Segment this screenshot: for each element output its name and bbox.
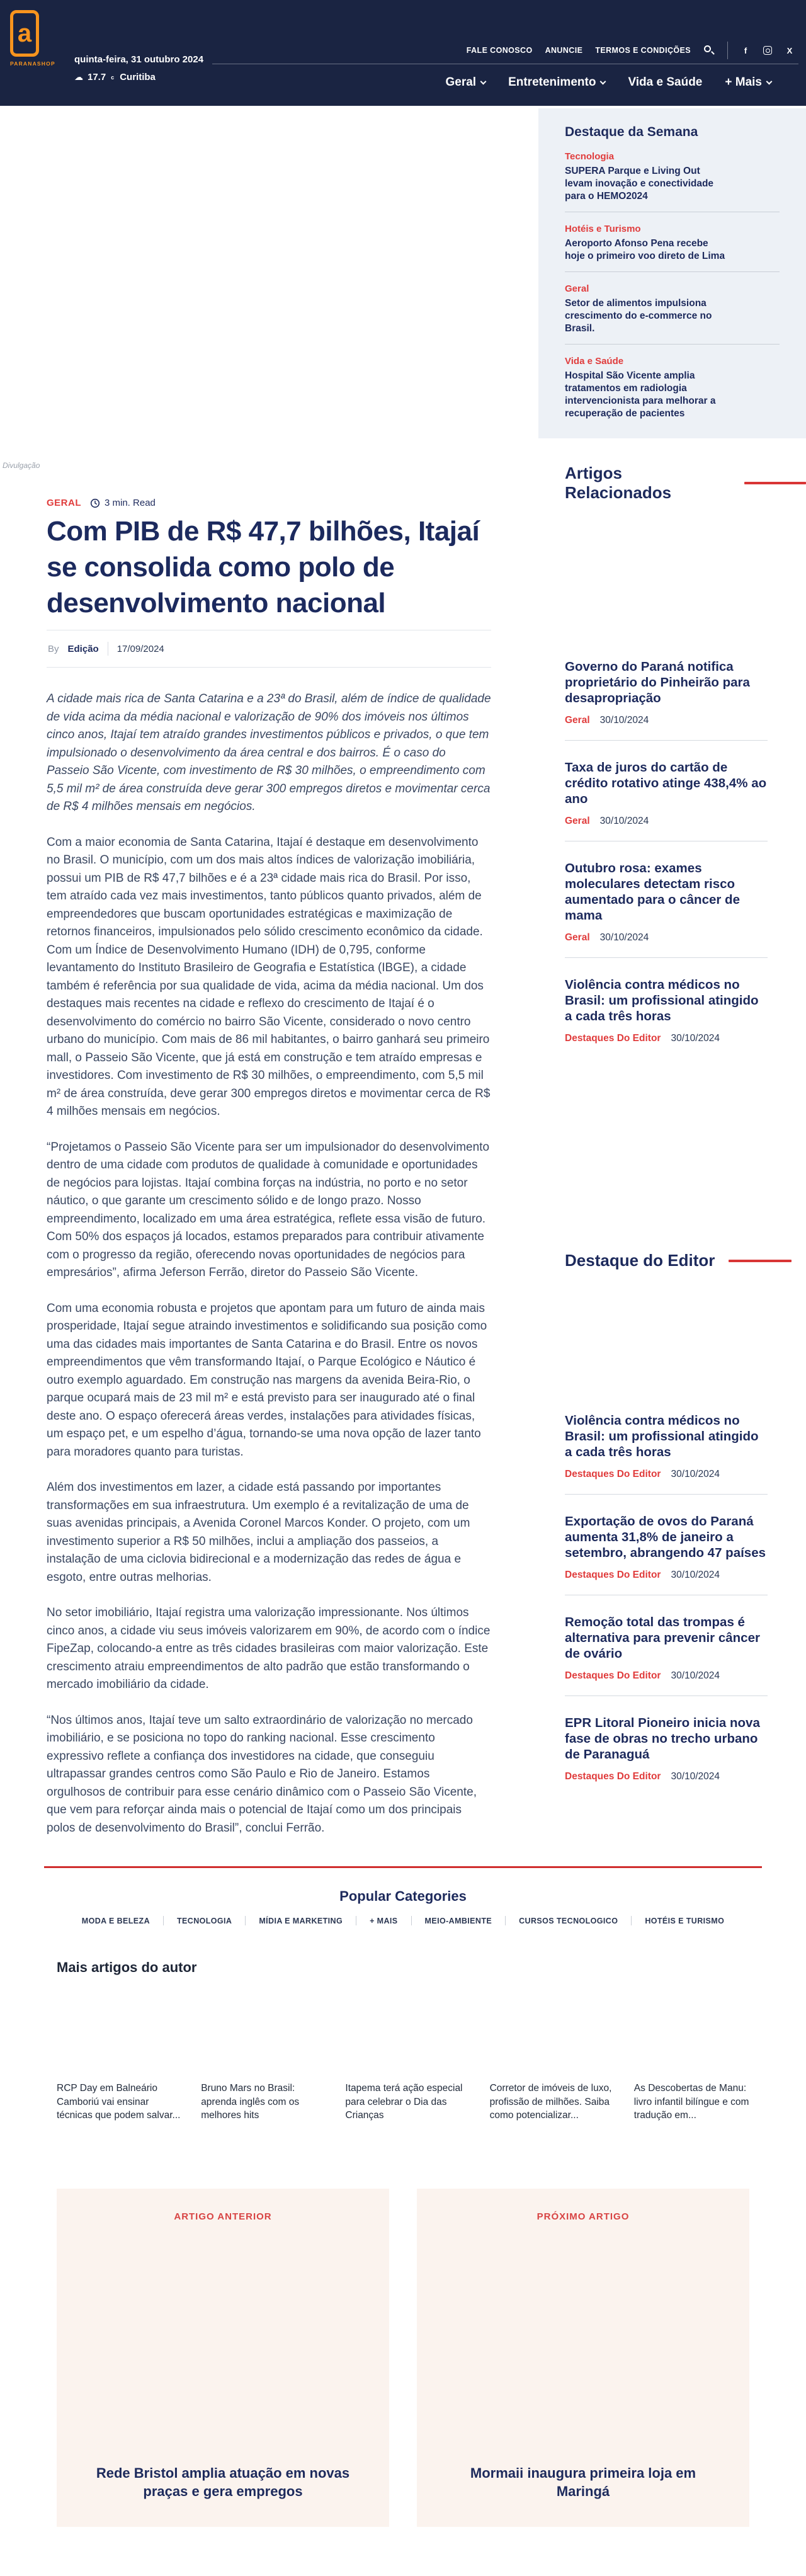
paranashop-logo-icon — [10, 10, 39, 57]
list-item[interactable]: Bruno Mars no Brasil: aprenda inglês com os melhores hits — [201, 2083, 300, 2121]
link-termos[interactable]: TERMOS E CONDIÇÕES — [595, 46, 691, 55]
nav-item-entretenimento[interactable]: Entretenimento — [508, 76, 605, 89]
cloud-icon: ☁ — [74, 72, 83, 83]
hero-image-credit: Divulgação — [3, 461, 40, 470]
article-title: Com PIB de R$ 47,7 bilhões, Itajaí se consolida como polo de desenvolvimento nacional — [47, 516, 480, 618]
author-articles-title: Mais artigos do autor — [57, 1959, 197, 1975]
ad-slot — [538, 1270, 806, 1413]
item-title[interactable]: Exportação de ovos do Paraná aumenta 31,8% de janeiro a setembro, abrangendo 47 países — [565, 1514, 766, 1560]
ad-slot — [538, 503, 806, 659]
list-item[interactable]: RCP Day em Balneário Camboriú vai ensinar técnicas que podem salvar... — [57, 2083, 181, 2121]
divider — [631, 1916, 632, 1925]
list-item[interactable] — [565, 659, 768, 741]
author-articles-section — [57, 1959, 806, 1976]
main-nav — [445, 76, 771, 89]
item-title[interactable]: Taxa de juros do cartão de crédito rotativo atinge 438,4% ao ano — [565, 760, 767, 806]
list-item[interactable] — [565, 224, 780, 272]
byline-prefix: By — [48, 643, 59, 654]
item-category[interactable]: Destaques Do Editor — [565, 1469, 661, 1479]
x-icon[interactable]: X — [786, 45, 793, 55]
category-link-midia-e-marketing[interactable]: MÍDIA E MARKETING — [259, 1916, 343, 1925]
search-icon[interactable] — [703, 45, 715, 56]
article-meta — [47, 498, 491, 508]
article-paragraph: “Projetamos o Passeio São Vicente para ser um impulsionador do desenvolvimento dentro de uma cidade com produtos de qualidade à comunidade e oportunidades de negócios para lojistas. Itajaí combina forças na indústria, no porto e no setor náutico, o que garante um crescimento sólido e de longo prazo. Nosso empreendimento, localizado em uma área estratégica, reflete essa visão de futuro. Com 50% dos espaços já locados, estamos preparados para contribuir ativamente com o progresso da região, oferecendo novas oportunidades de negócios para empresários”, afirma Jeferson Ferrão, diretor do Passeio São Vicente. — [47, 1140, 490, 1279]
current-date: quinta-feira, 31 outubro 2024 — [74, 54, 204, 65]
divider — [505, 1916, 506, 1925]
editor-section-header — [565, 1251, 806, 1270]
item-date: 30/10/2024 — [671, 1033, 720, 1044]
nav-item-geral[interactable]: Geral — [445, 76, 485, 89]
sidebar — [538, 106, 806, 1866]
site-logo[interactable] — [10, 10, 67, 67]
previous-article-card[interactable] — [57, 2189, 389, 2527]
item-date: 30/10/2024 — [671, 1570, 720, 1580]
item-category[interactable]: Destaques Do Editor — [565, 1670, 661, 1681]
item-title[interactable]: Remoção total das trompas é alternativa para prevenir câncer de ovário — [565, 1615, 760, 1661]
weather-widget — [74, 72, 156, 83]
nav-item-mais[interactable]: + Mais — [725, 76, 771, 89]
list-item[interactable] — [565, 1715, 768, 1782]
list-item[interactable] — [565, 860, 768, 958]
item-title[interactable]: Setor de alimentos impulsiona crescimento do e-commerce no Brasil. — [565, 298, 712, 334]
article-paragraph: Com uma economia robusta e projetos que apontam para um futuro de ainda mais prosperidade, Itajaí segue atraindo investimentos e solidificando sua posição como uma das cidades mais importantes de Santa Catarina e do Brasil. Entre os novos empreendimentos que vêm transformando Itajaí, o Parque Ecológico e Náutico é outro exemplo aguardado. Em construção nas margens da avenida Beira-Rio, o parque ocupará mais de 23 mil m² e está previsto para ser inaugurado até o final deste ano. O espaço oferecerá áreas verdes, instalações para atividades físicas, um espaço pet, e um espelho d’água, tornando-se uma nova opção de lazer tanto para moradores quanto para turistas. — [47, 1301, 487, 1459]
chevron-down-icon — [600, 78, 606, 84]
author-articles-list — [57, 2082, 762, 2189]
weather-temp: 17.7 — [88, 72, 106, 83]
item-title[interactable]: Violência contra médicos no Brasil: um profissional atingido a cada três horas — [565, 977, 759, 1023]
next-article-label: PRÓXIMO ARTIGO — [536, 2211, 630, 2222]
list-item[interactable] — [565, 283, 780, 345]
header-utility-nav — [467, 42, 795, 59]
article-paragraph: Além dos investimentos em lazer, a cidade está passando por importantes transformações em sua infraestrutura. Um exemplo é a revitalização de uma de suas avenidas principais, a Avenida Coronel Marcos Konder. O projeto, com um investimento superior a R$ 50 milhões, inclui a ampliação dos passeios, a instalação de uma ciclovia bidirecional e a modernização das redes de água e esgoto, entre outras melhorias. — [47, 1481, 470, 1584]
article-paragraph: Com a maior economia de Santa Catarina, Itajaí é destaque em desenvolvimento no Brasil. O município, com um dos mais altos índices de valorização imobiliária, possui um PIB de R$ 47,7 bilhões e é a 23ª cidade mais rica do Brasil. Por isso, tem atraído cada vez mais investimentos, tanto públicos quanto privados, além de empreendedores que buscam oportunidades estratégicas e maximização de retornos financeiros, impulsionados pelo sólido crescimento econômico da cidade. Com um Índice de Desenvolvimento Humano (IDH) de 0,795, conforme levantamento do Instituto Brasileiro de Geografia e Estatística (IBGE), a cidade também é referência por sua qualidade de vida, acima da média nacional. Um dos destaques mais recentes na cidade e reflexo do crescimento de Itajaí é o desenvolvimento do comércio no bairro São Vicente, considerado o novo centro urbano do município. Com mais de 86 mil habitantes, o bairro ganhará seu primeiro mall, o Passeio São Vicente, que já está em construção e tem atraído empresas e investidores. Com investimento de R$ 30 milhões, o empreendimento, com 5,5 mil m² de área construída, deve gerar 300 empregos diretos e movimentar cerca de R$ 4 milhões mensais em negócios. — [47, 835, 491, 1118]
list-item[interactable]: Corretor de imóveis de luxo, profissão de milhões. Saiba como potencializar... — [489, 2083, 612, 2121]
item-date: 30/10/2024 — [599, 816, 649, 826]
logo-text: PARANASHOP — [10, 60, 55, 67]
link-fale-conosco[interactable]: FALE CONOSCO — [466, 46, 533, 55]
list-item[interactable]: As Descobertas de Manu: livro infantil bilíngue e com tradução em... — [633, 2083, 749, 2121]
header-vertical-separator — [727, 42, 728, 59]
divider — [47, 667, 491, 668]
item-category[interactable]: Hotéis e Turismo — [565, 224, 641, 234]
article-paragraph: A cidade mais rica de Santa Catarina e a 23ª do Brasil, além de índice de qualidade de vida acima da média nacional e valorização de 90% dos imóveis nos últimos cinco anos, Itajaí tem atraído grandes investimentos públicos e privados, o que tem impulsionado o desenvolvimento da área central e dos bairros. É o caso do Passeio São Vicente, com investimento de R$ 30 milhões, o empreendimento com 5,5 mil m² de área construída deve gerar 300 empregos diretos e movimentar cerca de R$ 4 milhões mensais em negócios. — [47, 692, 491, 813]
list-item[interactable] — [565, 151, 780, 212]
related-list — [565, 659, 768, 1044]
item-date: 30/10/2024 — [671, 1670, 720, 1681]
item-category[interactable]: Vida e Saúde — [565, 356, 624, 367]
editor-list — [565, 1413, 768, 1782]
divider — [411, 1916, 412, 1925]
facebook-icon[interactable]: f — [744, 45, 747, 55]
byline — [47, 630, 491, 667]
instagram-icon[interactable] — [763, 46, 772, 55]
related-section-header — [565, 464, 806, 503]
article-pager — [57, 2189, 749, 2527]
previous-article-title[interactable]: Rede Bristol amplia atuação em novas praças e gera empregos — [96, 2465, 350, 2499]
divider — [163, 1916, 164, 1925]
divider — [245, 1916, 246, 1925]
article-category-tag[interactable]: GERAL — [47, 498, 81, 508]
weather-unit: c — [111, 74, 115, 81]
list-item[interactable] — [565, 1614, 768, 1696]
divider — [565, 344, 780, 345]
article-paragraph: No setor imobiliário, Itajaí registra uma valorização impressionante. Nos últimos cinco anos, a cidade viu seus imóveis valorizarem em 90%, de acordo com o índice FipeZap, colocando-a entre as três cidades brasileiras com maior valorização. Este crescimento atraiu empreendimentos de alto padrão que estão transformando o mercado imobiliário da cidade. — [47, 1606, 491, 1691]
item-category[interactable]: Geral — [565, 932, 590, 943]
read-time-label: 3 min. Read — [105, 498, 156, 508]
item-title[interactable]: Governo do Paraná notifica proprietário do Pinheirão para desapropriação — [565, 659, 750, 705]
clock-icon — [90, 498, 100, 508]
article — [47, 498, 491, 1837]
item-date: 30/10/2024 — [671, 1771, 720, 1782]
item-category[interactable]: Destaques Do Editor — [565, 1033, 661, 1044]
item-category[interactable]: Geral — [565, 283, 589, 294]
logo-letter: a — [17, 20, 32, 47]
item-title[interactable]: Hospital São Vicente amplia tratamentos em radiologia intervencionista para melhorar a recuperação de pacientes — [565, 370, 716, 419]
item-title[interactable]: Aeroporto Afonso Pena recebe hoje o primeiro voo direto de Lima — [565, 238, 725, 261]
item-title[interactable]: EPR Litoral Pioneiro inicia nova fase de obras no trecho urbano de Paranaguá — [565, 1716, 760, 1762]
chevron-down-icon — [766, 78, 773, 84]
category-link-moda-e-beleza[interactable]: MODA E BELEZA — [81, 1916, 150, 1925]
ad-slot — [538, 1044, 806, 1251]
week-highlights-title: Destaque da Semana — [565, 125, 698, 139]
nav-item-vida-e-saude[interactable]: Vida e Saúde — [628, 76, 703, 89]
item-category[interactable]: Destaques Do Editor — [565, 1771, 661, 1782]
chevron-down-icon — [480, 78, 487, 84]
item-category[interactable]: Destaques Do Editor — [565, 1570, 661, 1580]
category-link-meio-ambiente[interactable]: MEIO-AMBIENTE — [424, 1916, 492, 1925]
previous-article-label: ARTIGO ANTERIOR — [174, 2211, 272, 2222]
publish-date: 17/09/2024 — [116, 643, 164, 654]
article-column — [0, 106, 538, 1866]
item-category[interactable]: Geral — [565, 816, 590, 826]
item-category[interactable]: Tecnologia — [565, 151, 615, 162]
weather-city: Curitiba — [120, 72, 156, 83]
next-article-title[interactable]: Mormaii inaugura primeira loja em Maringá — [470, 2465, 696, 2499]
author-name[interactable]: Edição — [67, 643, 99, 654]
popular-categories-list — [44, 1916, 762, 1925]
editor-title: Destaque do Editor — [565, 1251, 715, 1270]
list-item[interactable]: Itapema terá ação especial para celebrar o Dia das Crianças — [345, 2083, 463, 2121]
article-body — [47, 690, 491, 1837]
item-title[interactable]: Outubro rosa: exames moleculares detectam risco aumentado para o câncer de mama — [565, 861, 740, 923]
red-accent-line — [744, 482, 806, 484]
item-date: 30/10/2024 — [599, 715, 649, 726]
list-item[interactable] — [565, 977, 768, 1044]
popular-categories-section — [44, 1866, 762, 1925]
item-title[interactable]: Violência contra médicos no Brasil: um profissional atingido a cada três horas — [565, 1413, 759, 1459]
category-link-mais[interactable]: + MAIS — [370, 1916, 398, 1925]
divider — [565, 271, 780, 272]
list-item[interactable] — [565, 1413, 768, 1495]
related-title: Artigos Relacionados — [565, 464, 672, 502]
item-category[interactable]: Geral — [565, 715, 590, 726]
popular-categories-title: Popular Categories — [339, 1888, 467, 1904]
list-item[interactable] — [565, 1513, 768, 1595]
link-anuncie[interactable]: ANUNCIE — [545, 46, 583, 55]
item-date: 30/10/2024 — [671, 1469, 720, 1479]
list-item[interactable] — [565, 760, 768, 841]
read-time — [90, 498, 156, 508]
week-highlights-panel — [538, 108, 806, 438]
site-header — [0, 0, 806, 106]
content-area — [0, 106, 806, 1866]
next-article-card[interactable] — [417, 2189, 749, 2527]
red-accent-line — [729, 1260, 792, 1262]
category-link-cursos-tecnologico[interactable]: CURSOS TECNOLOGICO — [519, 1916, 618, 1925]
list-item[interactable] — [565, 356, 780, 420]
category-link-tecnologia[interactable]: TECNOLOGIA — [177, 1916, 232, 1925]
item-title[interactable]: SUPERA Parque e Living Out levam inovação e conectividade para o HEMO2024 — [565, 166, 714, 202]
article-paragraph: “Nos últimos anos, Itajaí teve um salto extraordinário de valorização no mercado imobiliário, e se posiciona no topo do ranking nacional. Esse crescimento expressivo reflete a confiança dos investidores na cidade, que conseguiu ultrapassar grandes centros como São Paulo e Rio de Janeiro. Estamos orgulhosos de contribuir para esse cenário dinâmico com o Passeio São Vicente, que vem para reforçar ainda mais o potencial de Itajaí como um dos principais polos de desenvolvimento do Brasil”, conclui Ferrão. — [47, 1713, 477, 1835]
item-date: 30/10/2024 — [599, 932, 649, 943]
category-link-hoteis-e-turismo[interactable]: HOTÉIS E TURISMO — [645, 1916, 725, 1925]
